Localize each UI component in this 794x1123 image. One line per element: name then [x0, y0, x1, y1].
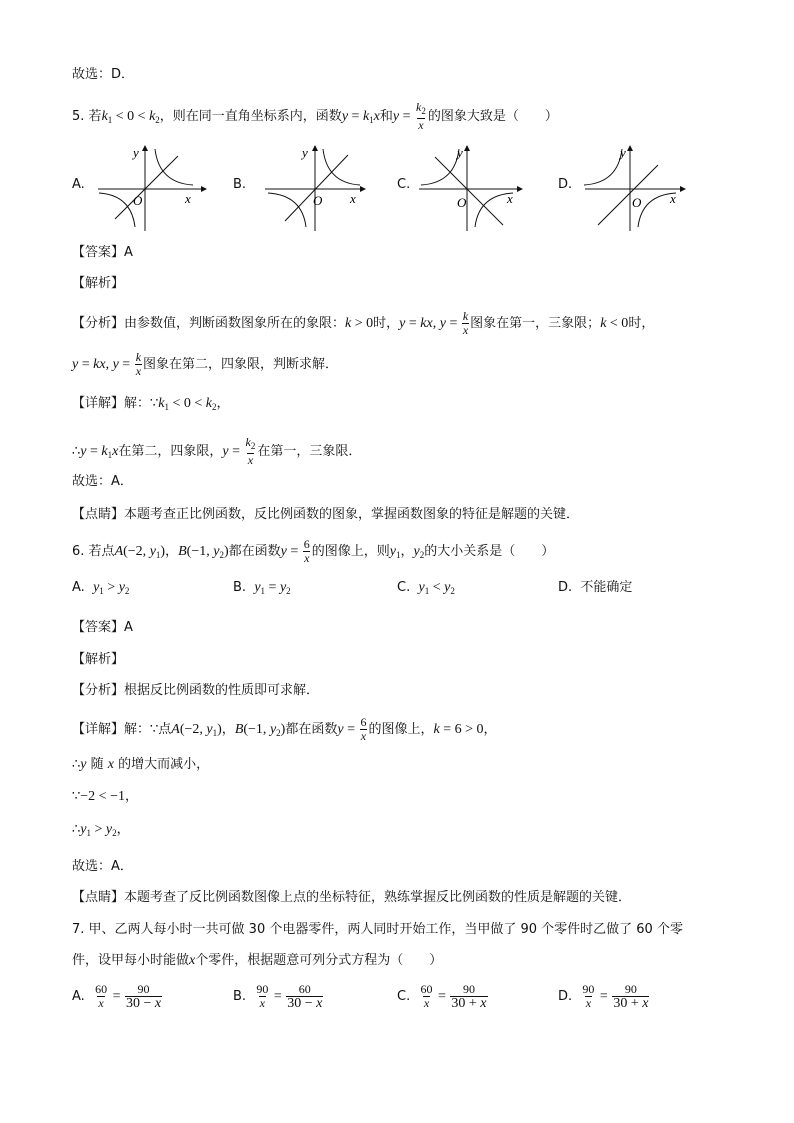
q6-analysis: 【分析】根据反比例函数的性质即可求解． — [72, 683, 320, 698]
q5-text-d: 的图象大致是（ ） — [427, 109, 558, 124]
axis-y-label: y — [620, 145, 626, 160]
q6-option-c: C. $y_1 < y_2$ — [397, 580, 455, 596]
axis-x-label: x — [185, 191, 191, 206]
q6-step3: $\therefore y_1 > y_2$， — [72, 822, 130, 838]
q7-stem-line1: 7. 甲、乙两人每小时一共可做 30 个电器零件，两人同时开始工作，当甲做了 90 个零件时乙做了 60 个零 — [72, 922, 683, 937]
q7-option-c: C. $\frac{60}{x}$ = $\frac{90}{30 + x}$ — [397, 982, 487, 1011]
q7-option-b: B. $\frac{90}{x}$ = $\frac{60}{30 - x}$ — [233, 982, 323, 1011]
q5-option-a-label: A. — [72, 177, 85, 192]
q5-graph-b — [260, 143, 375, 233]
axis-x-label: x — [670, 191, 676, 206]
q5-text-a: 若 — [88, 109, 102, 124]
q6-choose: 故选：A． — [72, 859, 133, 874]
q7-stem-line2: 件，设甲每小时能做x个零件，根据题意可列分式方程为（ ） — [72, 953, 443, 968]
q5-option-b-label: B. — [233, 177, 247, 192]
axis-y-label: y — [457, 145, 463, 160]
q5-graph-a — [93, 143, 208, 233]
q5-detail-line2: ∴y = $k_1x$在第二，四象限，y = $\frac{k_2}{x}$ 在第一，三象限． — [72, 435, 362, 467]
q5-option-d-label: D. — [558, 177, 573, 192]
axis-y-label: y — [133, 145, 139, 160]
q6-stem: 6. 若点A(−2, $y_1$)，B(−1, $y_2$)都在函数y = $\frac{6}{x}$ 的图像上，则$y_1$，$y_2$的大小关系是（ ） — [72, 537, 555, 565]
q6-answer: 【答案】A — [72, 620, 133, 635]
q6-step1: ∴y 随 x 的增大而减小， — [72, 757, 210, 772]
q6-option-a: A. $y_1 > y_2$ — [72, 580, 130, 596]
q5-comment: 【点睛】本题考查正比例函数，反比例函数的图象，掌握函数图象的特征是解题的关键． — [72, 507, 580, 522]
q7-option-a: A. $\frac{60}{x}$ = $\frac{90}{30 - x}$ — [72, 982, 162, 1011]
q5-number: 5. — [72, 109, 85, 124]
q5-text-c: 和 — [379, 109, 393, 124]
axis-x-label: x — [507, 191, 513, 206]
q5-choose: 故选：A． — [72, 474, 133, 489]
q5-analysis-line1: 【分析】由参数值，判断函数图象所在的象限：k > 0时，y = kx, y = $\frac{k}{x}$ 图象在第一，三象限；k < 0时， — [72, 309, 655, 337]
q6-analysis-tag: 【解析】 — [72, 652, 125, 667]
q5-analysis-tag: 【解析】 — [72, 276, 125, 291]
q6-detail-line1: 【详解】解：∵点A(−2, $y_1$)，B(−1, $y_2$)都在函数y = $\frac{6}{x}$ 的图像上，k = 6 > 0， — [72, 715, 497, 743]
q6-comment: 【点睛】本题考查了反比例函数图像上点的坐标特征，熟练掌握反比例函数的性质是解题的关键． — [72, 890, 632, 905]
q7-option-d: D. $\frac{90}{x}$ = $\frac{90}{30 + x}$ — [558, 982, 649, 1011]
prev-answer-choice: 故选：D． — [72, 67, 135, 82]
origin-label: O — [133, 193, 143, 208]
q5-answer: 【答案】A — [72, 245, 133, 260]
q6-step2: ∵−2 < −1， — [72, 789, 138, 804]
q5-option-c-label: C. — [397, 177, 411, 192]
q6-option-b: B. $y_1 = y_2$ — [233, 580, 291, 596]
axis-x-label: x — [350, 191, 356, 206]
q5-stem: 5. 若$k_1 < 0 < k_2$，则在同一直角坐标系内，函数$y = k_1x$和y = $\frac{k_2}{x}$ 的图象大致是（ ） — [72, 100, 558, 132]
q5-graph-d — [580, 143, 695, 233]
q5-text-b: ，则在同一直角坐标系内，函数 — [159, 109, 342, 124]
q6-option-d: D. 不能确定 — [558, 580, 633, 595]
q5-graph-c — [417, 143, 532, 233]
origin-label: O — [632, 195, 642, 210]
q5-analysis-line2: y = kx, y = $\frac{k}{x}$ 图象在第二，四象限，判断求解． — [72, 350, 339, 378]
q5-detail-line1: 【详解】解：$\because k_1 < 0 < k_2$， — [72, 396, 230, 412]
axis-y-label: y — [302, 145, 308, 160]
origin-label: O — [457, 195, 467, 210]
origin-label: O — [313, 193, 323, 208]
